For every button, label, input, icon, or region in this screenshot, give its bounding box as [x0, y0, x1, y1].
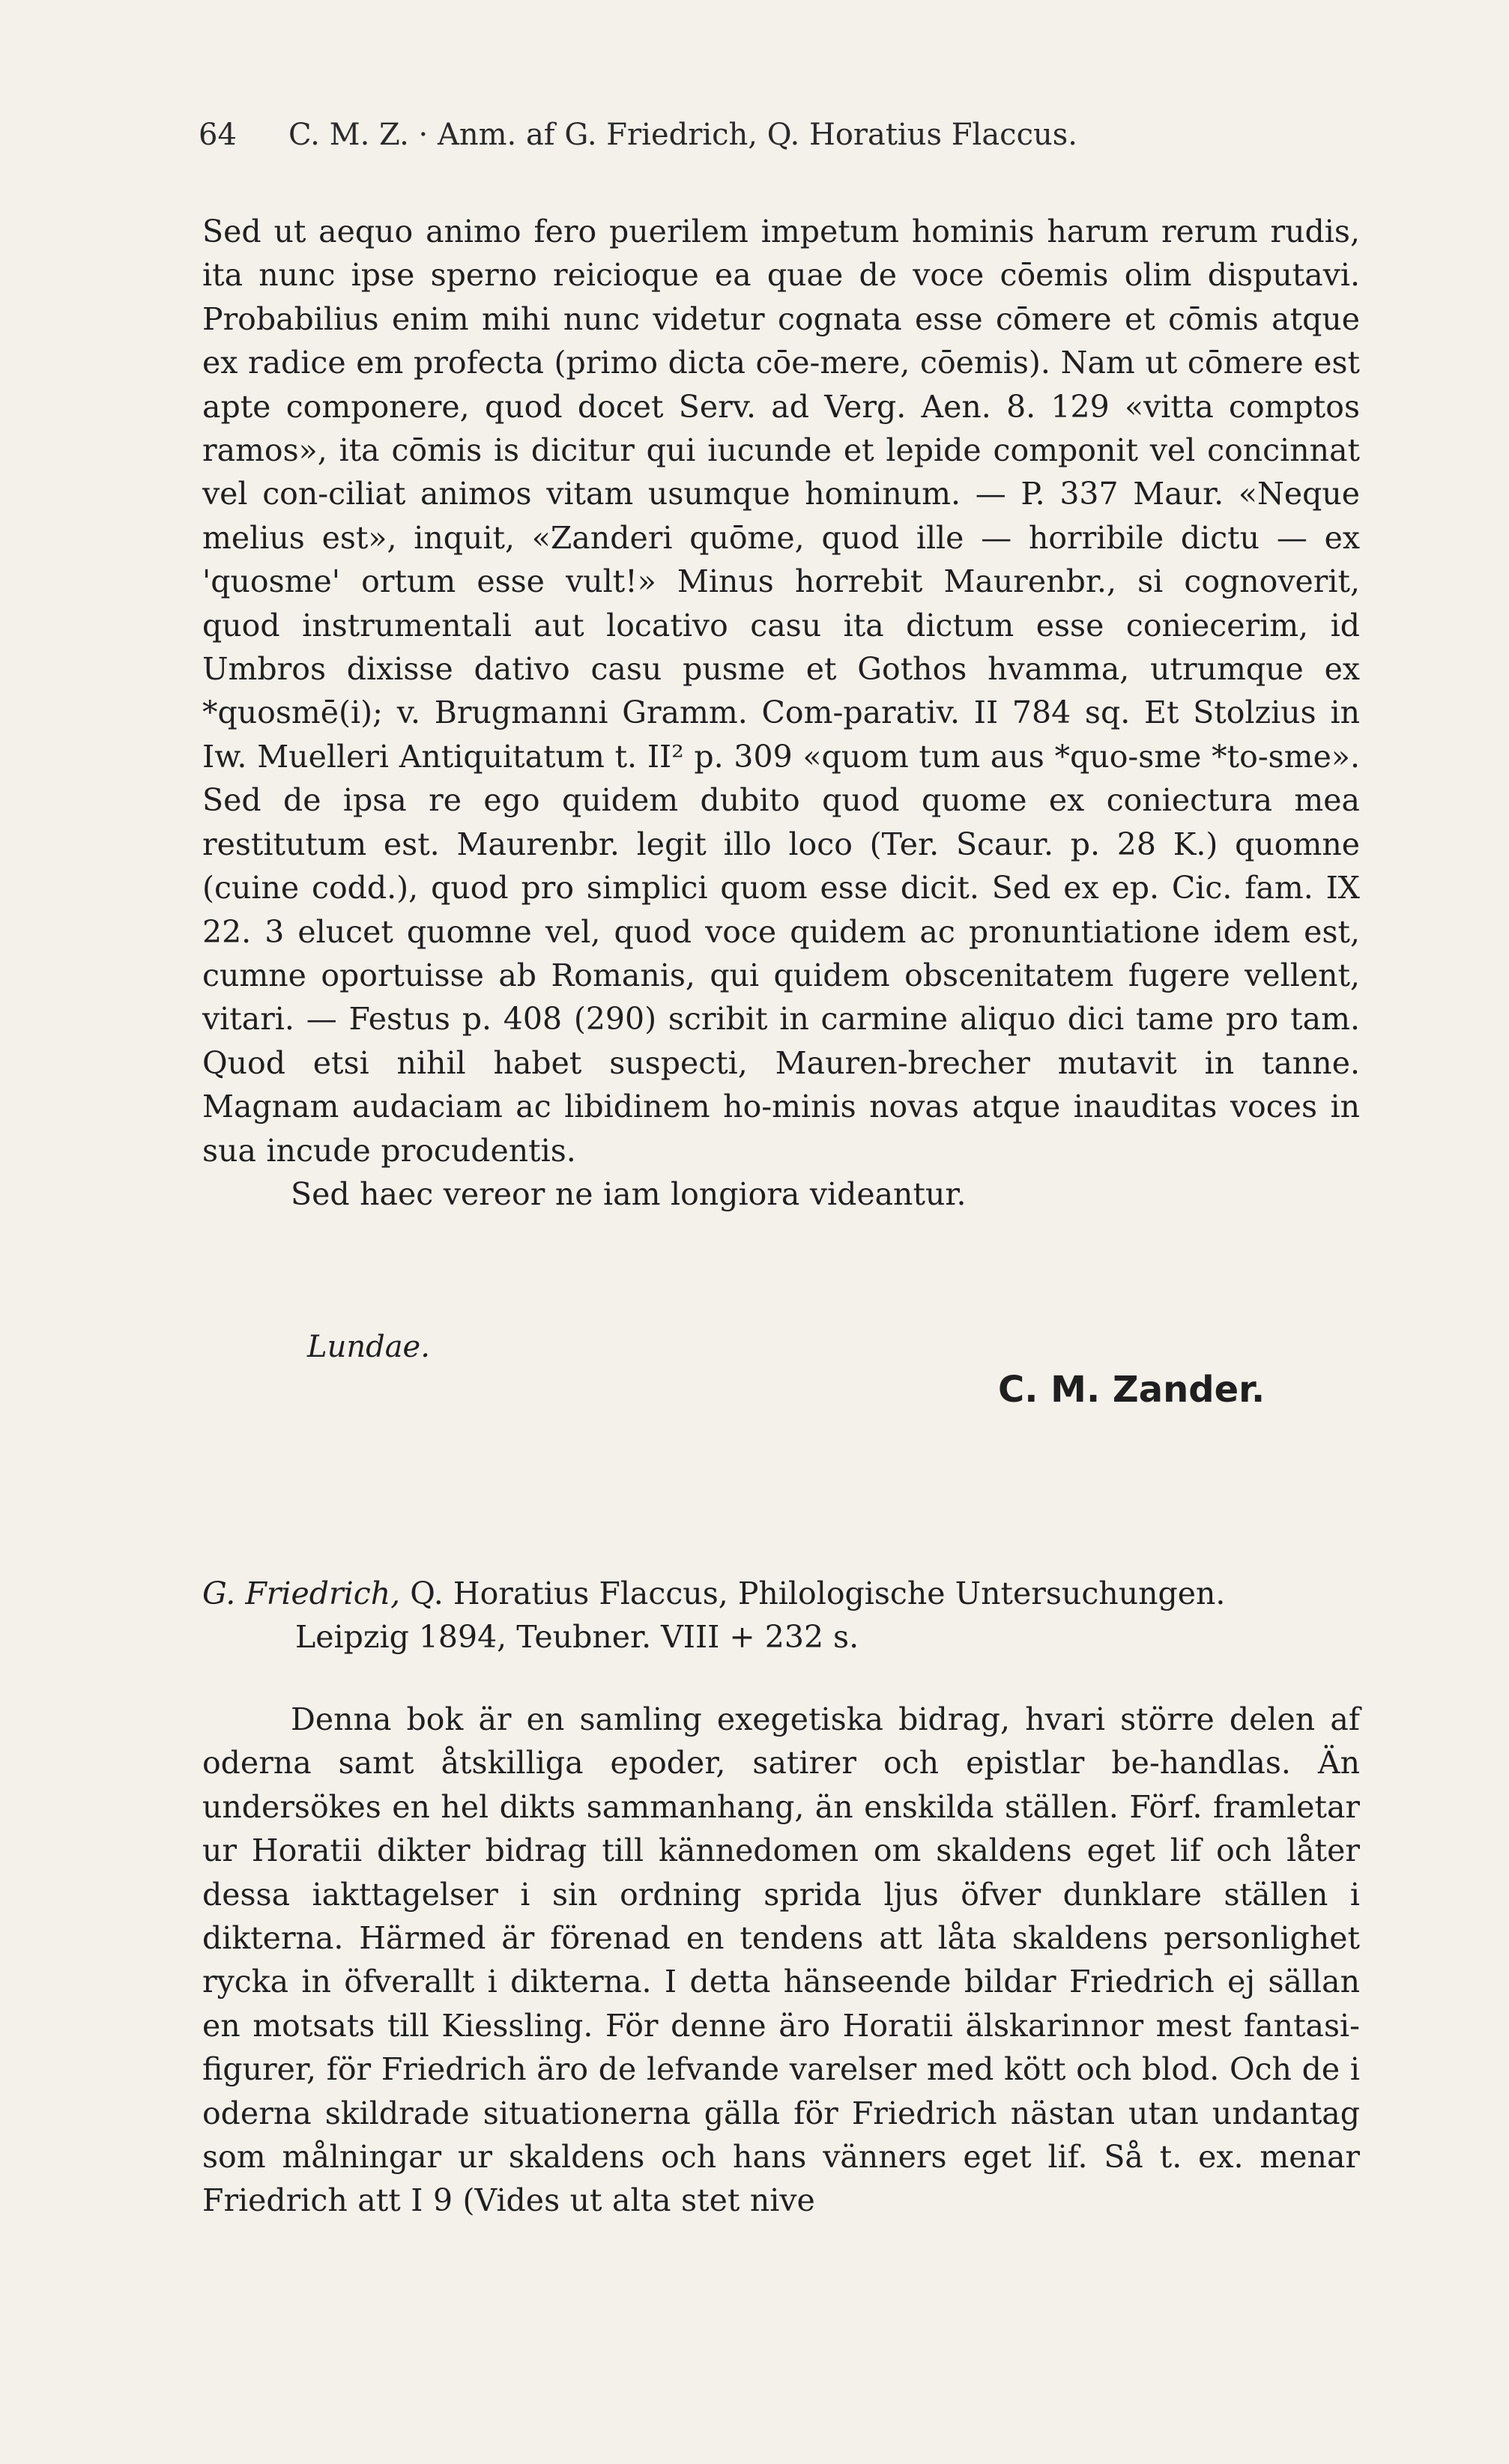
- running-header: [199, 112, 1203, 157]
- review-title: Q. Horatius Flaccus, Philologische Untersuchungen.: [410, 1575, 1226, 1611]
- paragraph: Sed haec vereor ne iam longiora videantur.: [291, 1175, 967, 1212]
- paragraph: Sed ut aequo animo fero puerilem impetum hominis harum rerum rudis, ita nunc ipse sperno reicioque ea quae de voce cōemis olim disputavi. Probabilius enim mihi nunc videtur cognata esse cōmere et cōmis atque ex radice em profecta (primo dicta cōe-mere, cōemis). Nam ut cōmere est apte componere, quod docet Serv. ad Verg. Aen. 8. 129 «vitta comptos ramos», ita cōmis is dicitur qui iucunde et lepide componit vel concinnat vel con-ciliat animos vitam usumque hominum. — P. 337 Maur. «Neque melius est», inquit, «Zanderi quōme, quod ille — horribile dictu — ex 'quosme' ortum esse vult!» Minus horrebit Maurenbr., si cognoverit, quod instrumentali aut locativo casu ita dictum esse coniecerim, id Umbros dixisse dativo casu pusme et Gothos hvamma, utrumque ex *quosmē(i); v. Brugmanni Gramm. Com-parativ. II 784 sq. Et Stolzius in Iw. Muelleri Antiquitatum t. II² p. 309 «quom tum aus *quo-sme *to-sme». Sed de ipsa re ego quidem dubito quod quome ex coniectura mea restitutum est. Maurenbr. legit illo loco (Ter. Scaur. p. 28 K.) quomne (cuine codd.), quod pro simplici quom esse dicit. Sed ex ep. Cic. fam. IX 22. 3 elucet quomne vel, quod voce quidem ac pronuntiatione idem est, cumne oportuisse ab Romanis, qui quidem obscenitatem fugere vellent, vitari. — Festus p. 408 (290) scribit in carmine aliquo dici tame pro tam. Quod etsi nihil habet suspecti, Mauren-brecher mutavit in tanne. Magnam audaciam ac libidinem ho-minis novas atque inauditas voces in sua incude procudentis.: [202, 214, 1360, 1169]
- signature-place: Lundae.: [307, 1330, 430, 1364]
- review-imprint: Leipzig 1894, Teubner. VIII + 232 s.: [295, 1619, 859, 1655]
- page-number: 64: [199, 118, 237, 152]
- review-body: [202, 1698, 1360, 2223]
- review-heading: [202, 1572, 1360, 1659]
- signature-block: [307, 1330, 1281, 1411]
- signature-name: C. M. Zander.: [998, 1369, 1265, 1411]
- paragraph: Denna bok är en samling exegetiska bidrag, hvari större delen af oderna samt åtskilliga epoder, satirer och epistlar be-handlas. Än undersökes en hel dikts sammanhang, än enskilda ställen. Förf. framletar ur Horatii dikter bidrag till kännedomen om skaldens eget lif och låter dessa iakttagelser i sin ordning sprida ljus öfver dunklare ställen i dikterna. Härmed är förenad en tendens att låta skaldens personlighet rycka in öfverallt i dikterna. I detta hänseende bildar Friedrich ej sällan en motsats till Kiessling. För denne äro Horatii älskarinnor mest fantasi-figurer, för Friedrich äro de lefvande varelser med kött och blod. Och de i oderna skildrade situationerna gälla för Friedrich nästan utan undantag som målningar ur skaldens och hans vänners eget lif. Så t. ex. menar Friedrich att I 9 (Vides ut alta stet nive: [202, 1701, 1360, 2219]
- review-author: G. Friedrich,: [202, 1575, 401, 1611]
- article-conclusion: [202, 210, 1360, 1216]
- running-title: C. M. Z. · Anm. af G. Friedrich, Q. Horatius Flaccus.: [288, 118, 1077, 152]
